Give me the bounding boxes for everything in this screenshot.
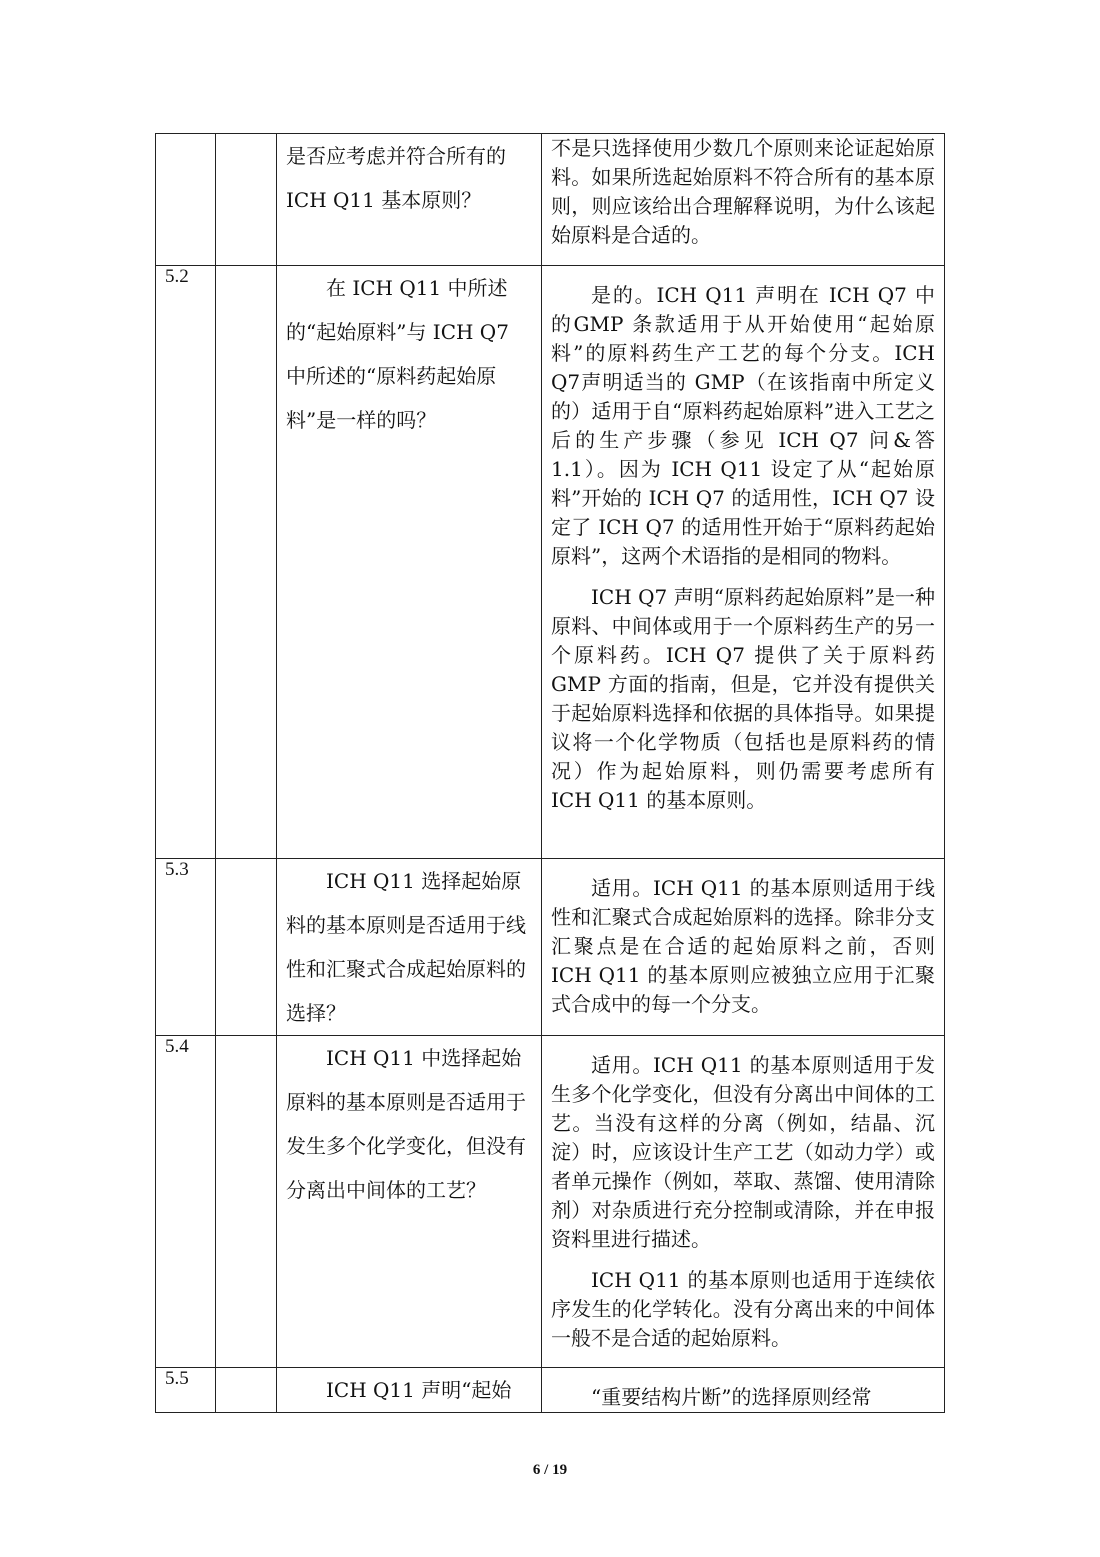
answer-paragraph: ICH Q11 的基本原则也适用于连续依序发生的化学转化。没有分离出来的中间体一般不是合适的起始原料。 bbox=[551, 1268, 935, 1350]
answer-paragraph: 适用。ICH Q11 的基本原则适用于线性和汇聚式合成起始原料的选择。除非分支汇聚点是在合适的起始原料之前，否则 ICH Q11 的基本原则应被独立应用于汇聚式合成中的每一个分支。 bbox=[551, 876, 935, 1016]
question-number bbox=[156, 134, 216, 266]
table-row bbox=[156, 134, 945, 266]
answer-paragraph: 适用。ICH Q11 的基本原则适用于发生多个化学变化，但没有分离出中间体的工艺。当没有这样的分离（例如，结晶、沉淀）时，应该设计生产工艺（如动力学）或者单元操作（例如，萃取、蒸馏、使用清除剂）对杂质进行充分控制或清除，并在申报资料里进行描述。 bbox=[551, 1053, 935, 1251]
answer-paragraph: “重要结构片断”的选择原则经常 bbox=[591, 1385, 872, 1409]
question-cell: ICH Q11 选择起始原料的基本原则是否适用于线性和汇聚式合成起始原料的选择？ bbox=[277, 859, 542, 1036]
sub-cell bbox=[216, 859, 277, 1036]
question-number: 5.4 bbox=[156, 1036, 216, 1368]
answer-cell bbox=[542, 134, 945, 266]
answer-cell bbox=[542, 266, 945, 859]
sub-cell bbox=[216, 266, 277, 859]
question-cell: 在 ICH Q11 中所述的“起始原料”与 ICH Q7 中所述的“原料药起始原料”是一样的吗？ bbox=[277, 266, 542, 859]
sub-cell bbox=[216, 134, 277, 266]
table-row bbox=[156, 859, 945, 1036]
answer-paragraph: 是的。ICH Q11 声明在 ICH Q7 中的GMP 条款适用于从开始使用“起始原料”的原料药生产工艺的每个分支。ICH Q7声明适当的 GMP（在该指南中所定义的）适用于自“原料药起始原料”进入工艺之后的生产步骤（参见 ICH Q7 问&答1.1）。因为 ICH Q11 设定了从“起始原料”开始的 ICH Q7 的适用性，ICH Q7 设定了 ICH Q7 的适用性开始于“原料药起始原料”，这两个术语指的是相同的物料。 bbox=[551, 283, 935, 568]
answer-cell bbox=[542, 1036, 945, 1368]
answer-paragraph: 不是只选择使用少数几个原则来论证起始原料。如果所选起始原料不符合所有的基本原则，则应该给出合理解释说明，为什么该起始原料是合适的。 bbox=[551, 136, 935, 247]
question-cell: 是否应考虑并符合所有的ICH Q11 基本原则？ bbox=[277, 134, 542, 266]
sub-cell bbox=[216, 1368, 277, 1413]
question-cell: ICH Q11 声明“起始 bbox=[277, 1368, 542, 1413]
table-row bbox=[156, 266, 945, 859]
sub-cell bbox=[216, 1036, 277, 1368]
qa-table bbox=[155, 133, 945, 1413]
answer-cell bbox=[542, 1368, 945, 1413]
question-number: 5.2 bbox=[156, 266, 216, 859]
answer-paragraph: ICH Q7 声明“原料药起始原料”是一种原料、中间体或用于一个原料药生产的另一个原料药。ICH Q7 提供了关于原料药 GMP 方面的指南，但是，它并没有提供关于起始原料选择和依据的具体指导。如果提议将一个化学物质（包括也是原料药的情况）作为起始原料，则仍需要考虑所有 ICH Q11 的基本原则。 bbox=[551, 585, 935, 812]
question-cell: ICH Q11 中选择起始原料的基本原则是否适用于发生多个化学变化，但没有分离出中间体的工艺？ bbox=[277, 1036, 542, 1368]
question-number: 5.5 bbox=[156, 1368, 216, 1413]
page-number: 6 / 19 bbox=[532, 1462, 568, 1478]
table-row bbox=[156, 1036, 945, 1368]
answer-cell bbox=[542, 859, 945, 1036]
question-number: 5.3 bbox=[156, 859, 216, 1036]
table-row bbox=[156, 1368, 945, 1413]
